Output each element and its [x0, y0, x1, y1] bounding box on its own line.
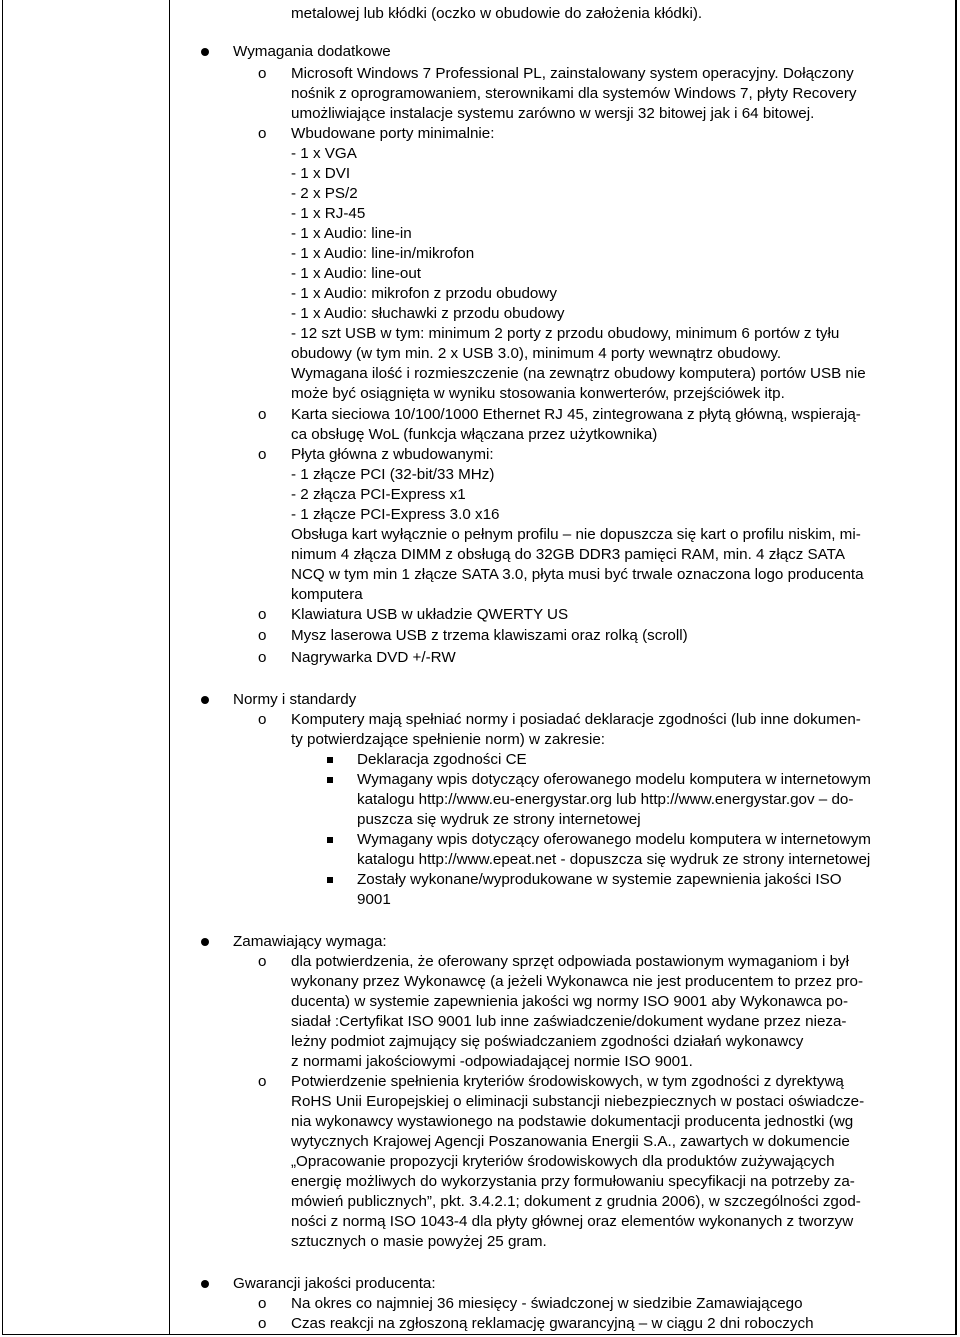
bullet-icon — [201, 1280, 209, 1288]
text-line: z normami jakościowymi -odpowiadającej normie ISO 9001. — [291, 1053, 693, 1070]
text-line: - 2 x PS/2 — [291, 185, 358, 202]
circle-bullet-icon: o — [258, 627, 267, 644]
text-line: nimum 4 złącza DIMM z obsługą do 32GB DDR3 pamięci RAM, min. 4 złącz SATA — [291, 546, 845, 563]
text-line: - 1 złącze PCI-Express 3.0 x16 — [291, 506, 500, 523]
text-line: Na okres co najmniej 36 miesięcy - świadczonej w siedzibie Zamawiającego — [291, 1295, 803, 1312]
circle-bullet-icon: o — [258, 65, 267, 82]
circle-bullet-icon: o — [258, 1073, 267, 1090]
text-line: umożliwiające instalacje systemu zarówno w wersji 32 bitowej jak i 64 bitowej. — [291, 105, 815, 122]
text-line: leżny podmiot zajmujący się poświadczaniem zgodności działań wykonawcy — [291, 1033, 804, 1050]
text-line: - 1 x Audio: line-in — [291, 225, 412, 242]
text-line: sztucznych o masie powyżej 25 gram. — [291, 1233, 547, 1250]
circle-bullet-icon: o — [258, 125, 267, 142]
text-line: obudowy (w tym min. 2 x USB 3.0), minimum 4 porty wewnątrz obudowy. — [291, 345, 782, 362]
text-line: Wymagany wpis dotyczący oferowanego modelu komputera w internetowym — [357, 831, 871, 848]
text-line: Obsługa kart wyłącznie o pełnym profilu – nie dopuszcza się kart o profilu niskim, mi- — [291, 526, 861, 543]
text-line: - 1 x Audio: line-in/mikrofon — [291, 245, 475, 262]
text-line: RoHS Unii Europejskiej o eliminacji substancji niebezpiecznych w postaci oświadcze- — [291, 1093, 865, 1110]
text-line: Zamawiający wymaga: — [233, 933, 387, 950]
square-bullet-icon — [327, 777, 333, 783]
text-line: Gwarancji jakości producenta: — [233, 1275, 436, 1292]
text-line: Mysz laserowa USB z trzema klawiszami oraz rolką (scroll) — [291, 627, 688, 644]
circle-bullet-icon: o — [258, 711, 267, 728]
text-line: Wymagany wpis dotyczący oferowanego modelu komputera w internetowym — [357, 771, 871, 788]
text-line: katalogu http://www.eu-energystar.org lub http://www.energystar.gov – do- — [357, 791, 854, 808]
text-line: nia wykonawcy wystawionego na podstawie dokumentacji producenta jednostki (wg — [291, 1113, 854, 1130]
text-line: Klawiatura USB w układzie QWERTY US — [291, 606, 569, 623]
square-bullet-icon — [327, 877, 333, 883]
text-line: Deklaracja zgodności CE — [357, 751, 527, 768]
text-line: 9001 — [357, 891, 391, 908]
text-line: - 1 x RJ-45 — [291, 205, 366, 222]
square-bullet-icon — [327, 757, 333, 763]
text-line: Microsoft Windows 7 Professional PL, zainstalowany system operacyjny. Dołączony — [291, 65, 854, 82]
text-line: metalowej lub kłódki (oczko w obudowie do założenia kłódki). — [291, 5, 703, 22]
text-line: mówień publicznych”, pkt. 3.4.2.1; dokument z grudnia 2006), w szczególności zgod- — [291, 1193, 861, 1210]
text-line: - 2 złącza PCI-Express x1 — [291, 486, 466, 503]
text-line: Karta sieciowa 10/100/1000 Ethernet RJ 45, zintegrowana z płytą główną, wspierają- — [291, 406, 861, 423]
text-line: NCQ w tym min 1 złącze SATA 3.0, płyta musi być trwale oznaczona logo producenta — [291, 566, 864, 583]
text-line: Wymagana ilość i rozmieszczenie (na zewnątrz obudowy komputera) portów USB nie — [291, 365, 866, 382]
square-bullet-icon — [327, 837, 333, 843]
text-line: - 12 szt USB w tym: minimum 2 porty z przodu obudowy, minimum 6 portów z tyłu — [291, 325, 840, 342]
text-line: nośnik z oprogramowaniem, sterownikami dla systemów Windows 7, płyty Recovery — [291, 85, 857, 102]
text-line: „Opracowanie propozycji kryteriów środowiskowych dla produktów zużywających — [291, 1153, 835, 1170]
text-line: - 1 x Audio: line-out — [291, 265, 422, 282]
text-line: siadał :Certyfikat ISO 9001 lub inne zaświadczenie/dokument wydane przez nieza- — [291, 1013, 847, 1030]
text-line: dla potwierdzenia, że oferowany sprzęt odpowiada postawionym wymaganiom i był — [291, 953, 850, 970]
text-line: wytycznych Krajowej Agencji Poszanowania Energii S.A., zawartych w dokumencie — [291, 1133, 850, 1150]
text-line: - 1 x Audio: słuchawki z przodu obudowy — [291, 305, 565, 322]
bullet-icon — [201, 48, 209, 56]
text-line: Nagrywarka DVD +/-RW — [291, 649, 456, 666]
text-line: Potwierdzenie spełnienia kryteriów środowiskowych, w tym zgodności z dyrektywą — [291, 1073, 844, 1090]
text-line: katalogu http://www.epeat.net - dopuszcza się wydruk ze strony internetowej — [357, 851, 871, 868]
text-line: Płyta główna z wbudowanymi: — [291, 446, 494, 463]
bullet-icon — [201, 938, 209, 946]
text-line: Wymagania dodatkowe — [233, 43, 391, 60]
text-line: - 1 x DVI — [291, 165, 351, 182]
circle-bullet-icon: o — [258, 953, 267, 970]
circle-bullet-icon: o — [258, 606, 267, 623]
text-line: energię możliwych do wykorzystania przy formułowaniu specyfikacji na potrzeby za- — [291, 1173, 855, 1190]
text-line: Normy i standardy — [233, 691, 357, 708]
text-line: Zostały wykonane/wyprodukowane w systemie zapewnienia jakości ISO — [357, 871, 842, 888]
circle-bullet-icon: o — [258, 1295, 267, 1312]
text-line: komputera — [291, 586, 363, 603]
text-line: Czas reakcji na zgłoszoną reklamację gwarancyjną – w ciągu 2 dni roboczych — [291, 1315, 814, 1332]
text-line: wykonany przez Wykonawcę (a jeżeli Wykonawca nie jest producentem to przez pro- — [291, 973, 864, 990]
circle-bullet-icon: o — [258, 446, 267, 463]
text-line: - 1 x Audio: mikrofon z przodu obudowy — [291, 285, 557, 302]
circle-bullet-icon: o — [258, 649, 267, 666]
text-line: - 1 x VGA — [291, 145, 357, 162]
text-line: może być osiągnięta w wyniku stosowania konwerterów, przejściówek itp. — [291, 385, 785, 402]
text-line: - 1 złącze PCI (32-bit/33 MHz) — [291, 466, 495, 483]
text-line: ty potwierdzające spełnienie norm) w zakresie: — [291, 731, 606, 748]
circle-bullet-icon: o — [258, 406, 267, 423]
bullet-icon — [201, 696, 209, 704]
text-line: Komputery mają spełniać normy i posiadać deklaracje zgodności (lub inne dokumen- — [291, 711, 861, 728]
text-line: Wbudowane porty minimalnie: — [291, 125, 495, 142]
text-line: ca obsługę WoL (funkcja włączana przez użytkownika) — [291, 426, 658, 443]
text-line: ducenta) w systemie zapewnienia jakości wg normy ISO 9001 aby Wykonawca po- — [291, 993, 848, 1010]
circle-bullet-icon: o — [258, 1315, 267, 1332]
text-line: ności z normą ISO 1043-4 dla płyty głównej oraz elementów wykonanych z tworzyw — [291, 1213, 854, 1230]
text-line: puszcza się wydruk ze strony internetowej — [357, 811, 641, 828]
